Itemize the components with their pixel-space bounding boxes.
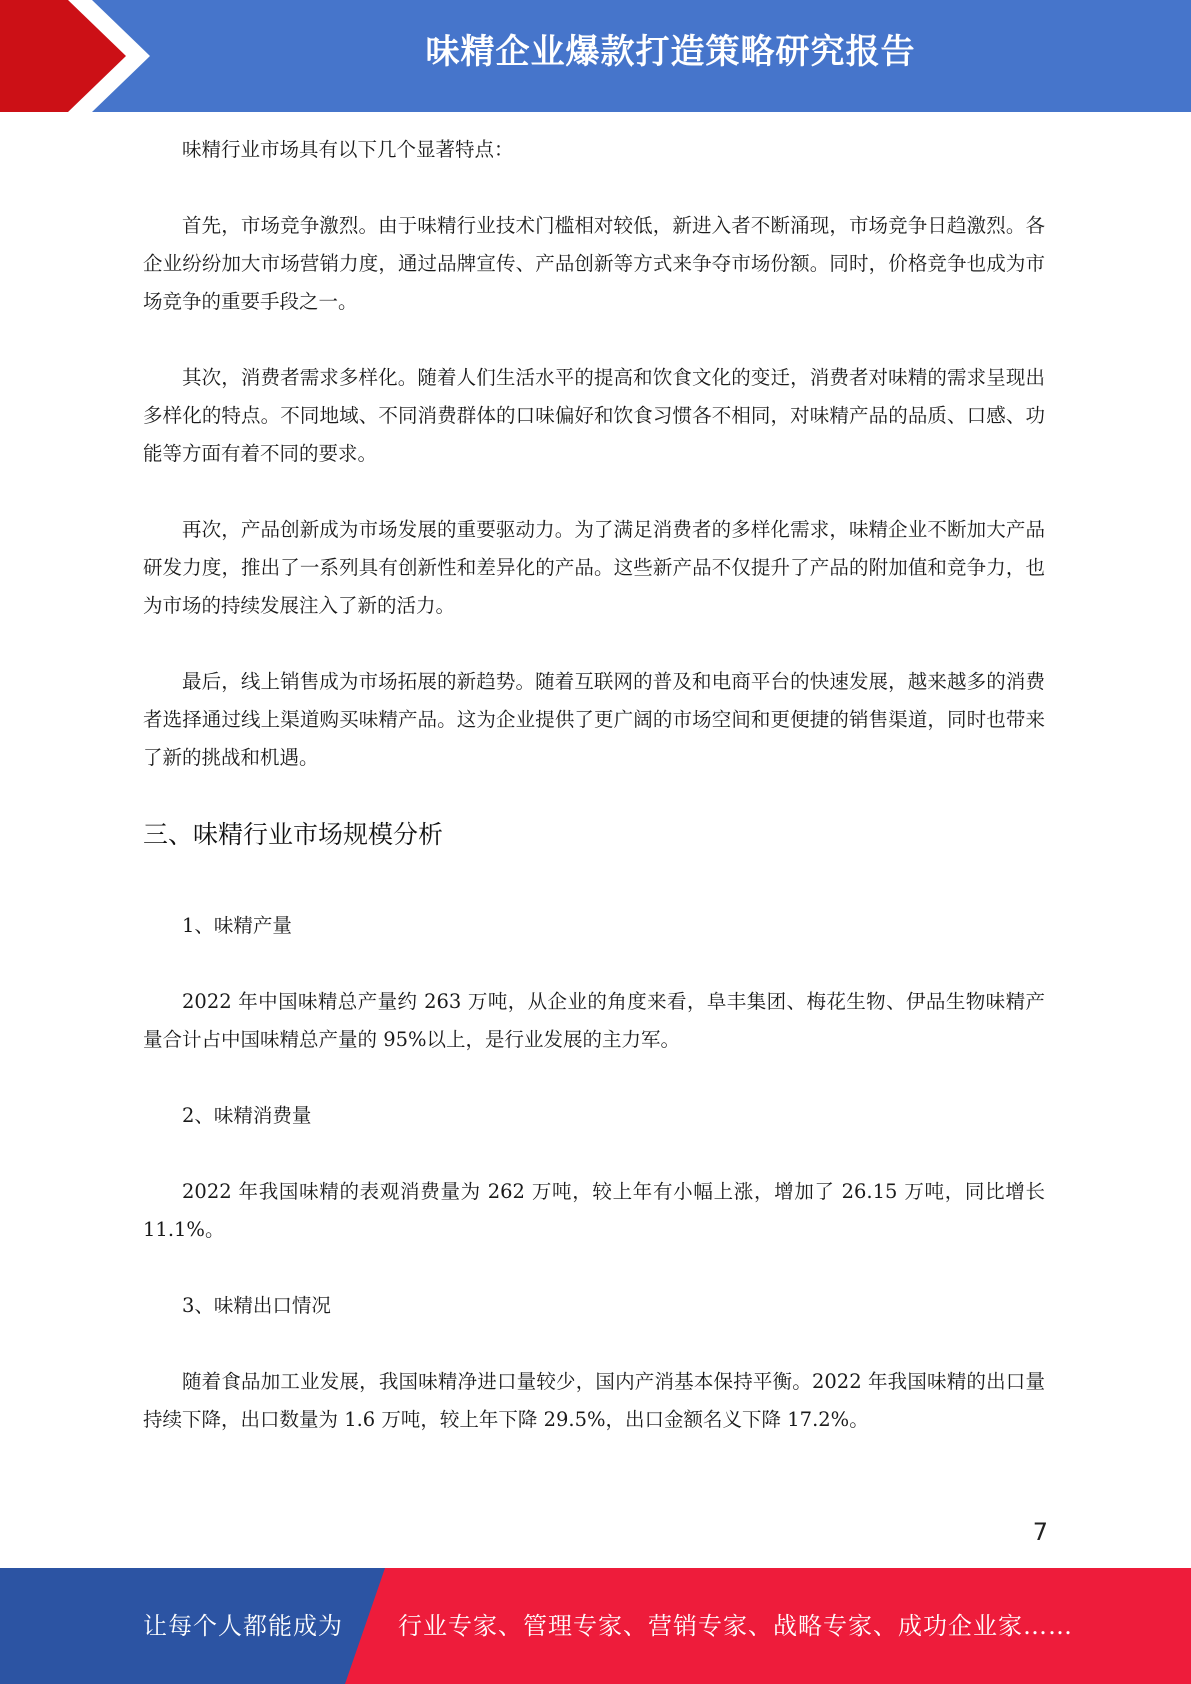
subsection-heading-export: 3、味精出口情况 xyxy=(182,1294,331,1317)
paragraph-competition: 首先，市场竞争激烈。由于味精行业技术门槛相对较低，新进入者不断涌现，市场竞争日趋激烈。各企业纷纷加大市场营销力度，通过品牌宣传、产品创新等方式来争夺市场份额。同时，价格竞争也成为市场竞争的重要手段之一。 xyxy=(143,214,1045,313)
footer-slogan-right: 行业专家、管理专家、营销专家、战略专家、成功企业家…… xyxy=(398,1612,1073,1640)
paragraph-demand: 其次，消费者需求多样化。随着人们生活水平的提高和饮食文化的变迁，消费者对味精的需求呈现出多样化的特点。不同地域、不同消费群体的口味偏好和饮食习惯各不相同，对味精产品的品质、口感、功能等方面有着不同的要求。 xyxy=(143,366,1045,465)
paragraph-online-sales: 最后，线上销售成为市场拓展的新趋势。随着互联网的普及和电商平台的快速发展，越来越多的消费者选择通过线上渠道购买味精产品。这为企业提供了更广阔的市场空间和更便捷的销售渠道，同时也带来了新的挑战和机遇。 xyxy=(143,670,1045,769)
subsection-heading-production: 1、味精产量 xyxy=(182,914,292,937)
page-number: 7 xyxy=(1032,1518,1048,1546)
footer-slogan-left: 让每个人都能成为 xyxy=(143,1612,343,1640)
subsection-text-production: 2022 年中国味精总产量约 263 万吨，从企业的角度来看，阜丰集团、梅花生物、伊品生物味精产量合计占中国味精总产量的 95%以上，是行业发展的主力军。 xyxy=(143,990,1045,1051)
intro-paragraph: 味精行业市场具有以下几个显著特点： xyxy=(182,138,514,161)
document-body xyxy=(143,131,1045,1439)
section-heading: 三、味精行业市场规模分析 xyxy=(143,820,444,849)
paragraph-innovation: 再次，产品创新成为市场发展的重要驱动力。为了满足消费者的多样化需求，味精企业不断加大产品研发力度，推出了一系列具有创新性和差异化的产品。这些新产品不仅提升了产品的附加值和竞争力，也为市场的持续发展注入了新的活力。 xyxy=(143,518,1045,617)
report-title: 味精企业爆款打造策略研究报告 xyxy=(425,32,916,72)
page-footer xyxy=(0,1568,1191,1684)
page-header xyxy=(0,0,1191,112)
subsection-heading-consumption: 2、味精消费量 xyxy=(182,1104,312,1127)
header-chevron-icon xyxy=(0,0,160,112)
subsection-text-export: 随着食品加工业发展，我国味精净进口量较少，国内产消基本保持平衡。2022 年我国味精的出口量持续下降，出口数量为 1.6 万吨，较上年下降 29.5%，出口金额名义下降 17.2%。 xyxy=(143,1370,1045,1431)
subsection-text-consumption: 2022 年我国味精的表观消费量为 262 万吨，较上年有小幅上涨，增加了 26.15 万吨，同比增长 11.1%。 xyxy=(143,1180,1045,1241)
